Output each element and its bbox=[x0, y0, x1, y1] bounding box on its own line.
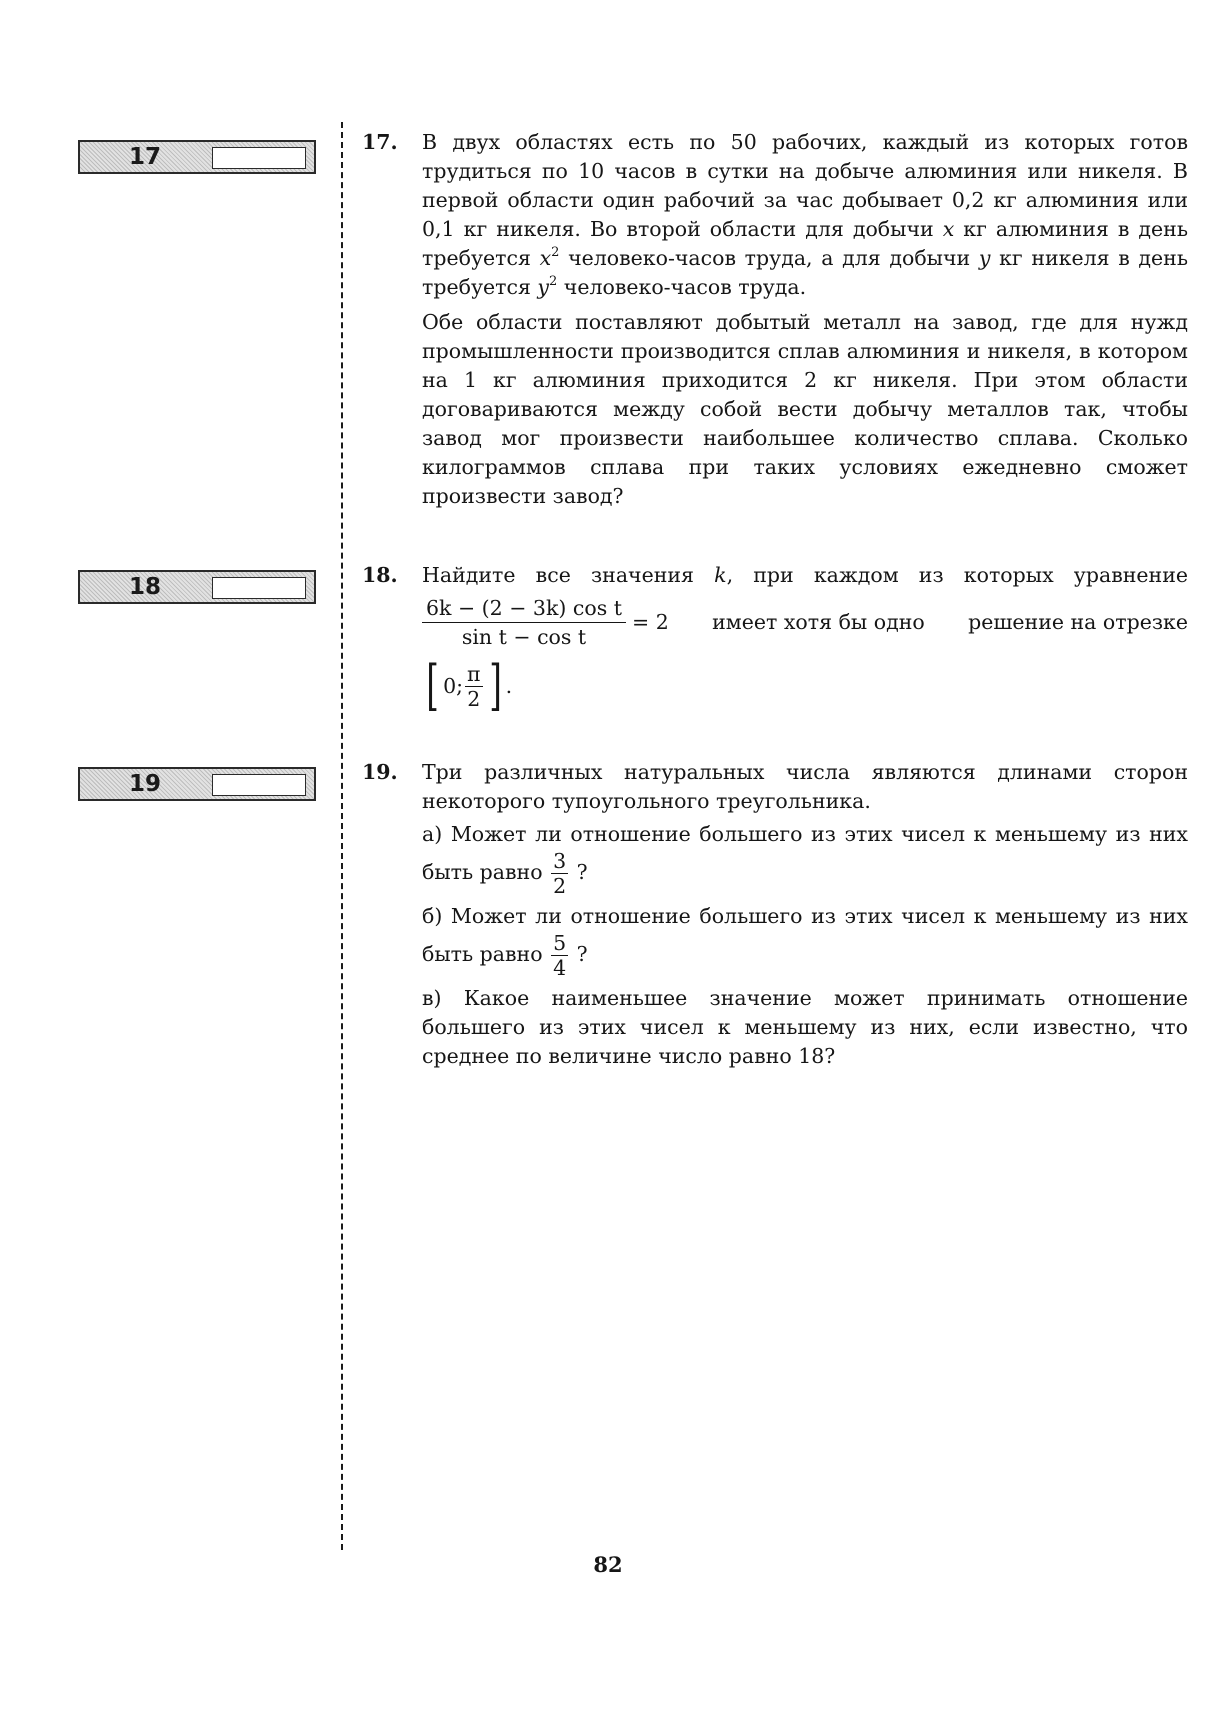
fraction-3-2: $\frac{3}{2}$ bbox=[553, 849, 567, 898]
answer-box-number: 19 bbox=[128, 771, 161, 797]
answer-box-17 bbox=[78, 140, 316, 174]
answer-box-19 bbox=[78, 767, 316, 801]
page-number: 82 bbox=[593, 1552, 623, 1577]
task-18 bbox=[362, 561, 1188, 717]
task-subquestion-c: в) Какое наименьшее значение может принимать отношение большего из этих чисел к меньшему из них, если известно, что среднее по величине число равно 18? bbox=[422, 986, 1188, 1068]
equation-numerator: 6k − (2 − 3k) cos t bbox=[422, 594, 626, 623]
answer-field-19[interactable] bbox=[212, 774, 306, 796]
task-paragraph: Обе области поставляют добытый металл на завод, где для нужд промышленности производится сплав алюминия и никеля, в котором на 1 кг алюминия приходится 2 кг никеля. При этом области договариваются между собой вести добычу металлов так, чтобы завод мог произвести наибольшее количество сплава. Сколько килограммов сплава при таких условиях ежедневно сможет произвести завод? bbox=[422, 310, 1188, 508]
equation-line bbox=[422, 594, 1188, 651]
pi-half-fraction: $\frac{\pi}{2}$ bbox=[467, 661, 481, 711]
answer-box-number: 17 bbox=[128, 144, 161, 170]
task-subquestion-b: б) Может ли отношение большего из этих чисел к меньшему из них быть равно $\frac{5}{4}$ ? bbox=[422, 904, 1188, 980]
task-paragraph: В двух областях есть по 50 рабочих, каждый из которых готов трудиться по 10 часов в сутки на добыче алюминия или никеля. В первой области один рабочий за час добывает 0,2 кг алюминия или 0,1 кг никеля. Во второй области для добычи x кг алюминия в день требуется $x^2$ человеко-часов труда, а для добычи y кг никеля в день требуется $y^2$ человеко-часов труда. bbox=[422, 130, 1189, 299]
answer-field-17[interactable] bbox=[212, 147, 306, 169]
interval: [ 0; $\frac{\pi}{2}$ ] . bbox=[426, 654, 513, 717]
answer-field-18[interactable] bbox=[212, 577, 306, 599]
equation-tail: = 2 имеет хотя бы одно решение на отрезке bbox=[632, 610, 1188, 634]
task-paragraph: Найдите все значения k, при каждом из которых уравнение bbox=[422, 563, 1188, 587]
task-17 bbox=[362, 128, 1188, 515]
answer-box-18 bbox=[78, 570, 316, 604]
task-body bbox=[422, 561, 1188, 717]
task-body bbox=[422, 758, 1188, 1071]
fraction-5-4: $\frac{5}{4}$ bbox=[553, 931, 567, 980]
equation-denominator: sin t − cos t bbox=[461, 625, 587, 649]
task-number: 17. bbox=[362, 130, 398, 154]
task-body bbox=[422, 128, 1188, 511]
task-subquestion-a: а) Может ли отношение большего из этих чисел к меньшему из них быть равно $\frac{3}{2}$ ? bbox=[422, 822, 1188, 898]
answer-box-number: 18 bbox=[128, 574, 161, 600]
task-paragraph: Три различных натуральных числа являются длинами сторон некоторого тупоугольного треугольника. bbox=[422, 760, 1188, 813]
task-19 bbox=[362, 758, 1188, 1075]
cut-line bbox=[341, 122, 343, 1550]
equation-fraction bbox=[422, 594, 626, 651]
task-number: 18. bbox=[362, 563, 398, 587]
task-number: 19. bbox=[362, 760, 398, 784]
